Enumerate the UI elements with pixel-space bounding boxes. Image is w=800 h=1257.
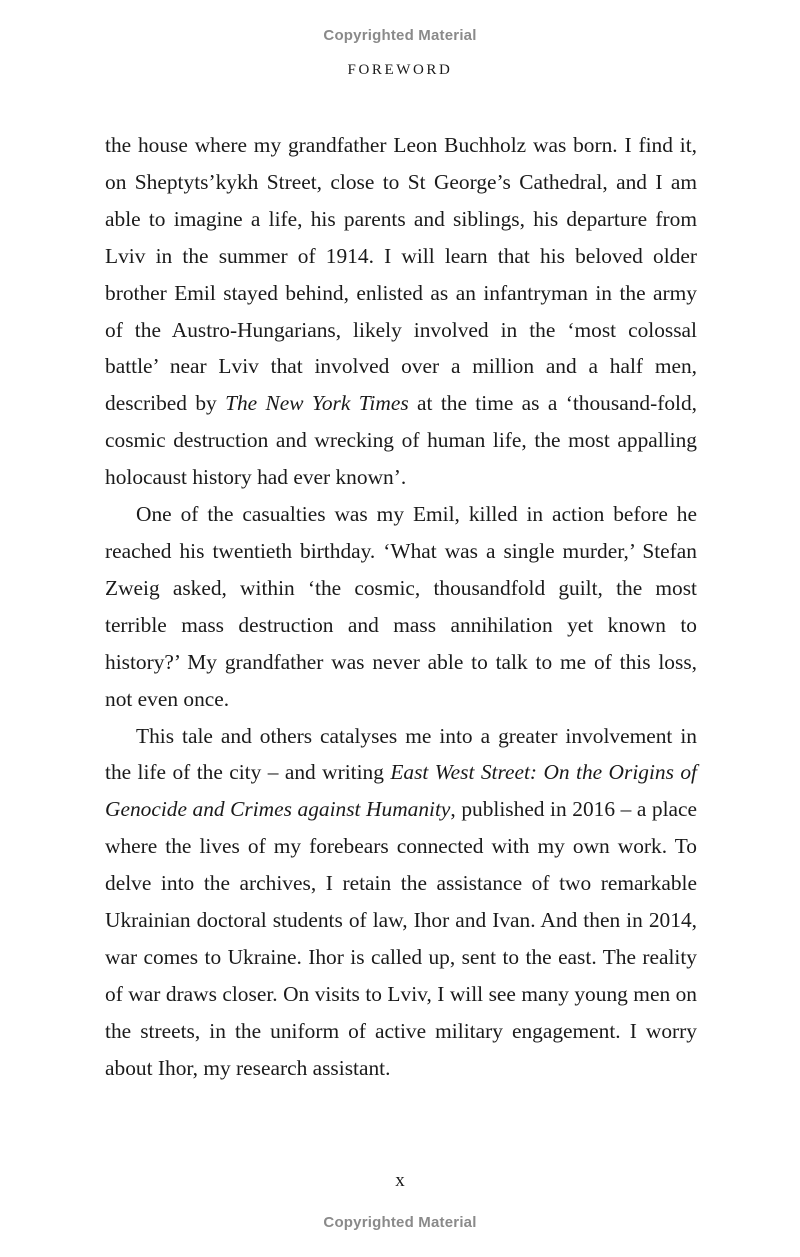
paragraph-1 (105, 127, 697, 496)
running-head: FOREWORD (347, 62, 453, 78)
paragraph-1-text-after: at the time as a ‘thousand-fold, cosmic destruction and wrecking of human life, the most appalling holocaust history had ever known’. (105, 391, 698, 490)
paragraph-3-italic-title: East West Street: On the Origins of Genocide and Crimes against Humanity (105, 760, 697, 822)
paragraph-2-text: One of the casualties was my Emil, killed in action before he reached his twentieth birthday. ‘What was a single murder,’ Stefan Zweig asked, within ‘the cosmic, thousandfold guilt, the most terrible mass destruction and mass annihilation yet known to history?’ My grandfather was never able to talk to me of this loss, not even once. (105, 502, 697, 711)
copyright-watermark-top: Copyrighted Material (323, 27, 477, 44)
body-text (105, 127, 697, 1087)
copyright-watermark-bottom: Copyrighted Material (323, 1214, 477, 1231)
paragraph-3-text: This tale and others catalyses me into a greater involvement in the life of the city – and writing (105, 723, 697, 785)
page-number: x (395, 1170, 405, 1191)
paragraph-3-text-after: , published in 2016 – a place where the lives of my forebears connected with my own work. To delve into the archives, I retain the assistance of two remarkable Ukrainian doctoral students of law, Ihor and Ivan. And then in 2014, war comes to Ukraine. Ihor is called up, sent to the east. The reality of war draws closer. On visits to Lviv, I will see many young men on the streets, in the uniform of active military engagement. I worry about Ihor, my research assistant. (105, 797, 697, 1080)
paragraph-1-text: the house where my grandfather Leon Buchholz was born. I find it, on Sheptyts’kykh Street, close to St George’s Cathedral, and I am able to imagine a life, his parents and siblings, his departure from Lviv in the summer of 1914. I will learn that his beloved older brother Emil stayed behind, enlisted as an infantryman in the army of the Austro-Hungarians, likely involved in the ‘most colossal battle’ near Lviv that involved over a million and a half men, described by (105, 133, 697, 416)
paragraph-3 (105, 718, 697, 1087)
paragraph-2 (105, 496, 697, 717)
paragraph-1-italic-title: The New York Times (225, 391, 409, 416)
